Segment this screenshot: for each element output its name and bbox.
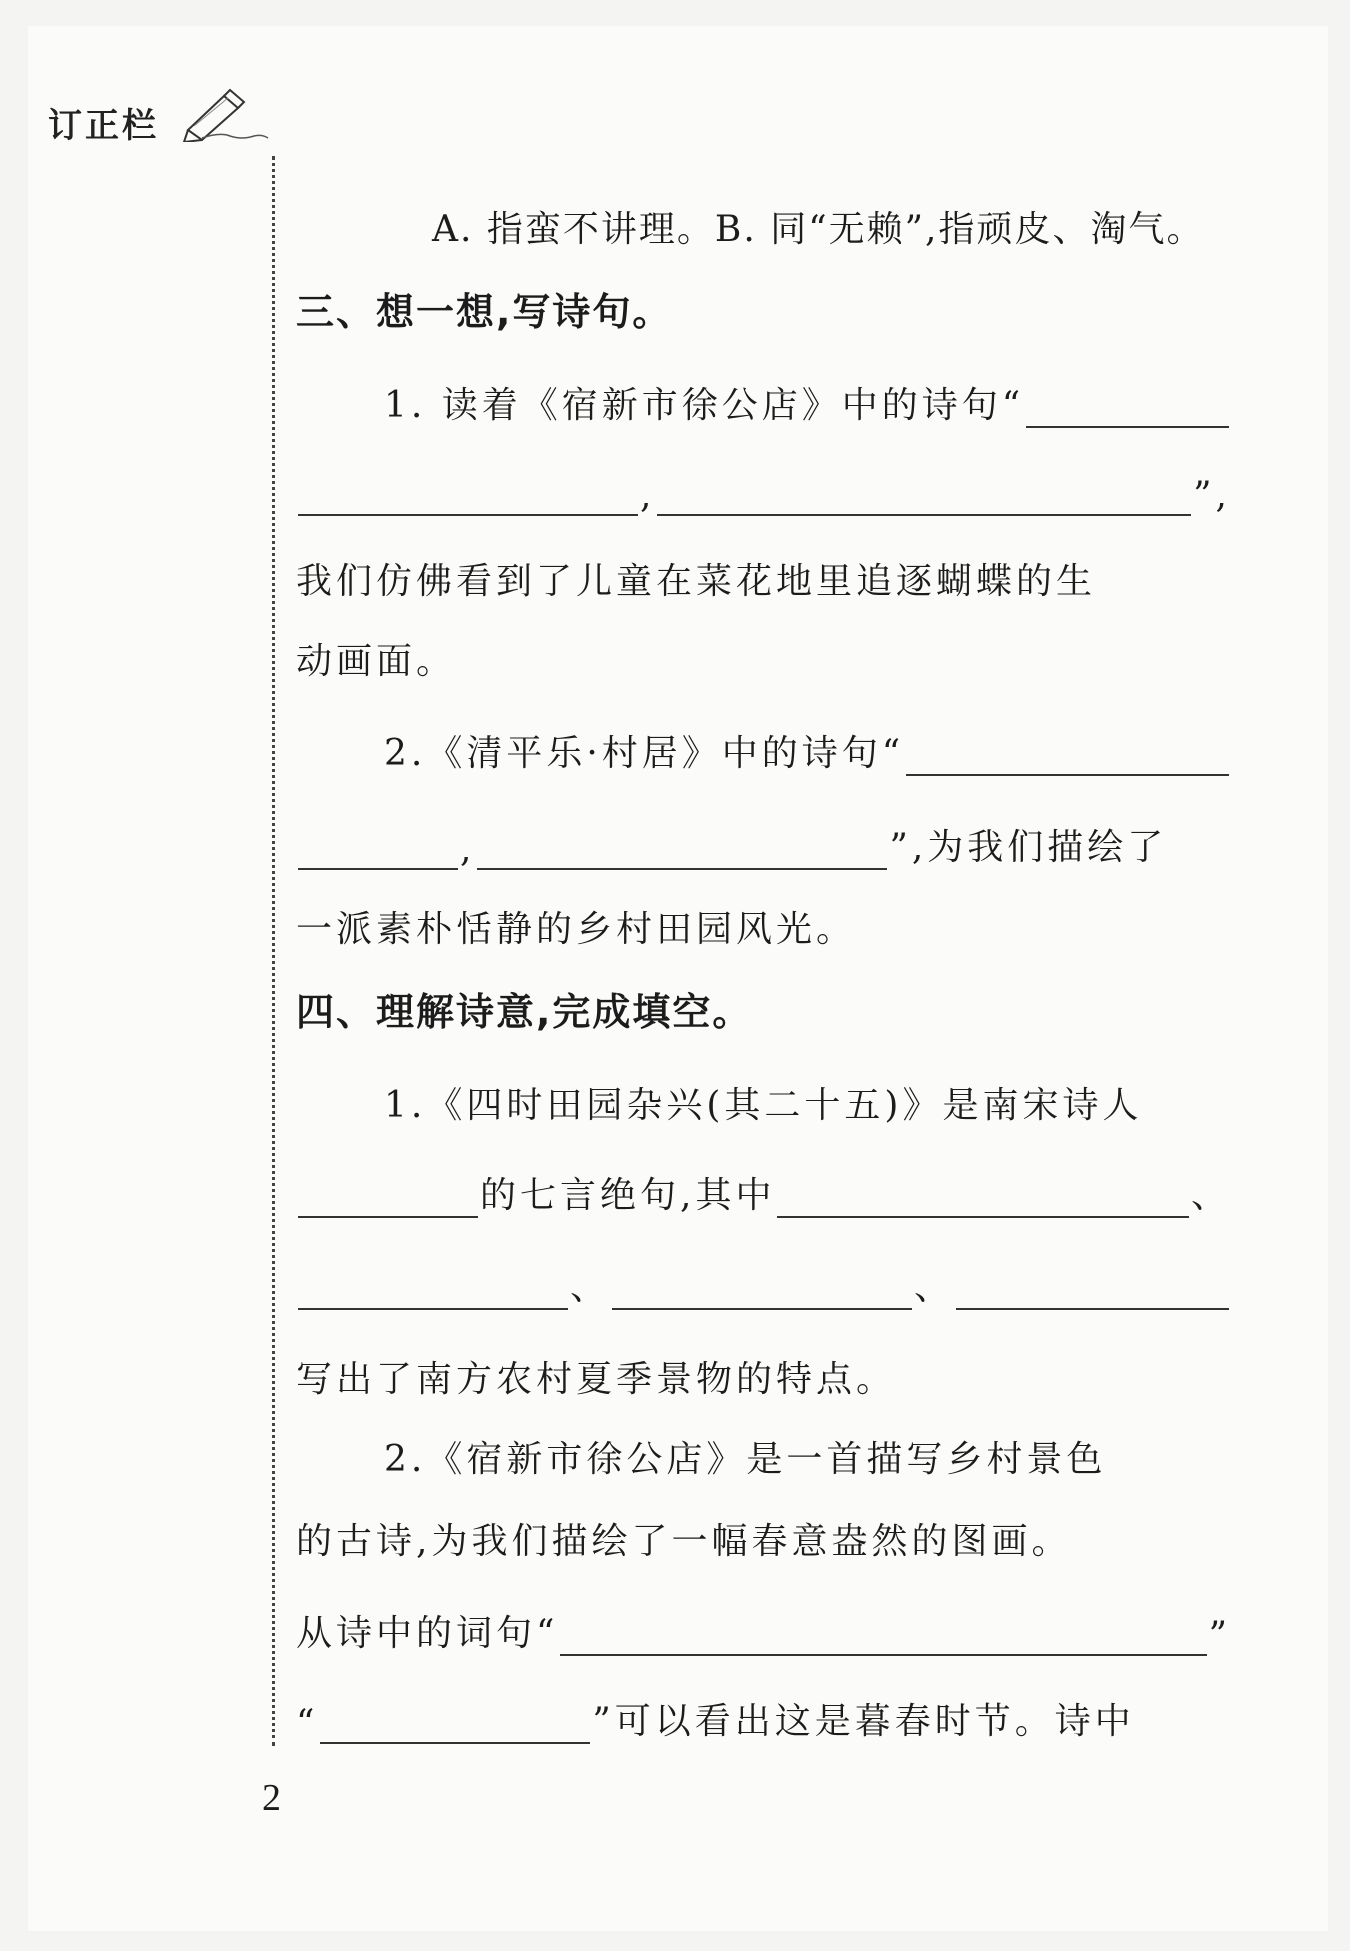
answer-blank[interactable] — [298, 826, 458, 870]
part-4-question-2-line-3: 从诗中的词句“ ” — [296, 1613, 1231, 1656]
margin-dotted-divider — [272, 156, 275, 1746]
question-1-line-3: 我们仿佛看到了儿童在菜花地里追逐蝴蝶的生 — [296, 561, 1097, 602]
part-4-question-2-line-4: “ ”可以看出这是暮春时节。诗中 — [296, 1701, 1135, 1744]
page-number: 2 — [262, 1777, 281, 1819]
part-4-question-2-line-2: 的古诗,为我们描绘了一幅春意盎然的图画。 — [296, 1521, 1072, 1562]
answer-blank[interactable] — [298, 1266, 568, 1310]
section-heading-4: 四、理解诗意,完成填空。 — [296, 990, 753, 1034]
answer-blank[interactable] — [477, 826, 887, 870]
answer-blank[interactable] — [320, 1700, 590, 1744]
question-2-line-2: , ”,为我们描绘了 — [296, 806, 1231, 870]
option-line: A. 指蛮不讲理。B. 同“无赖”,指顽皮、淘气。 — [432, 209, 1205, 250]
answer-blank[interactable] — [298, 472, 638, 516]
answer-blank[interactable] — [298, 1174, 478, 1218]
question-1-line-1: 1. 读着《宿新市徐公店》中的诗句“ — [296, 364, 1231, 428]
answer-blank[interactable] — [777, 1174, 1189, 1218]
part-4-question-1-line-2: 的七言绝句,其中 、 — [296, 1154, 1231, 1218]
pencil-icon — [180, 86, 270, 142]
question-2-line-1: 2.《清平乐·村居》中的诗句“ — [296, 712, 1231, 776]
correction-column-title: 订正栏 — [48, 106, 159, 146]
question-2-line-3: 一派素朴恬静的乡村田园风光。 — [296, 909, 857, 950]
answer-blank[interactable] — [906, 732, 1229, 776]
part-4-question-1-line-1: 1.《四时田园杂兴(其二十五)》是南宋诗人 — [384, 1085, 1143, 1126]
part-4-question-1-line-3: 、 、 — [296, 1246, 1231, 1310]
question-1-line-4: 动画面。 — [296, 641, 457, 682]
answer-blank[interactable] — [956, 1266, 1229, 1310]
part-4-question-2-line-1: 2.《宿新市徐公店》是一首描写乡村景色 — [384, 1439, 1107, 1480]
answer-blank[interactable] — [657, 472, 1191, 516]
question-1-line-2: , ”, — [296, 452, 1231, 516]
part-4-question-1-line-4: 写出了南方农村夏季景物的特点。 — [296, 1359, 897, 1400]
answer-blank[interactable] — [560, 1612, 1206, 1656]
answer-blank[interactable] — [612, 1266, 912, 1310]
section-heading-3: 三、想一想,写诗句。 — [296, 290, 673, 334]
answer-blank[interactable] — [1026, 384, 1229, 428]
